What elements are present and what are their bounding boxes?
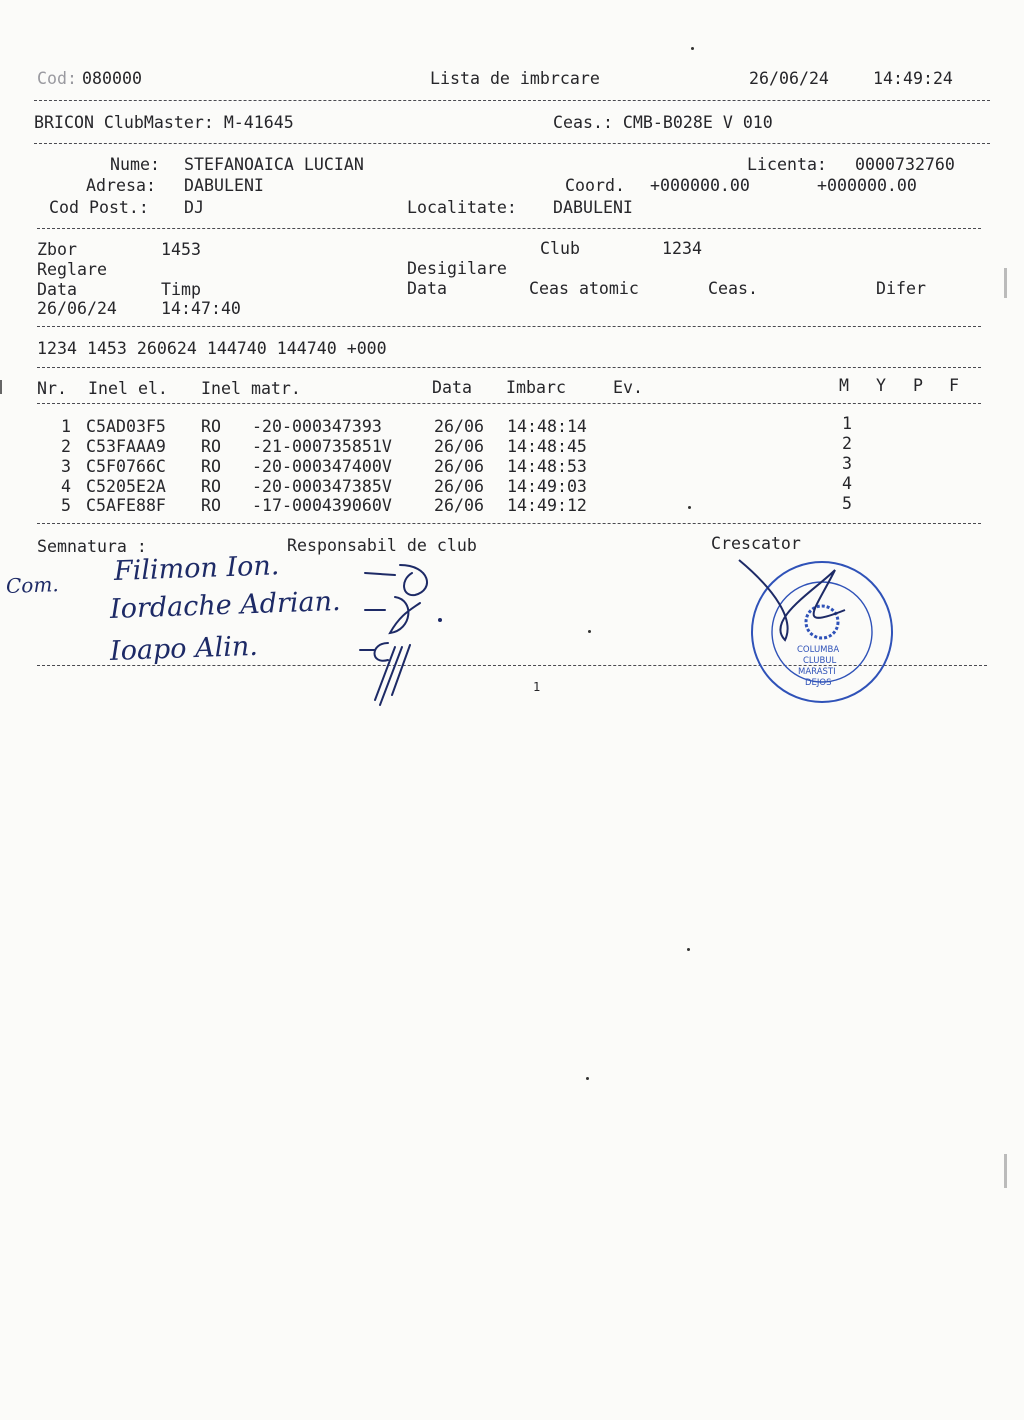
handwritten-signatory: Iordache Adrian. (109, 585, 342, 625)
address-label: Adresa: (86, 176, 156, 195)
row-date: 26/06 (434, 496, 484, 515)
row-inel-el: C5AFE88F (86, 496, 166, 515)
row-m: 3 (842, 454, 852, 473)
row-nr: 5 (61, 496, 71, 515)
row-time: 14:48:45 (507, 437, 587, 456)
col-header-inel-matr: Inel matr. (201, 379, 301, 398)
row-inel-matr: -20-000347400V (252, 457, 392, 476)
col-header-ev: Ev. (613, 378, 643, 397)
coord-y: +000000.00 (817, 176, 917, 195)
row-m: 2 (842, 434, 852, 453)
stamp-text: MARASTI (798, 667, 836, 677)
club-label: Club (540, 239, 580, 258)
divider (37, 523, 981, 524)
divider (37, 326, 981, 327)
col-header-imbarc: Imbarc (506, 378, 566, 397)
data-label: Data (37, 280, 77, 299)
club-value: 1234 (662, 239, 702, 258)
row-date: 26/06 (434, 477, 484, 496)
row-date: 26/06 (434, 437, 484, 456)
stamp-text: CLUBUL (803, 656, 837, 666)
stamp-text: COLUMBA (797, 645, 840, 655)
row-country: RO (201, 477, 221, 496)
header-time: 14:49:24 (873, 69, 953, 88)
desigilare-label: Desigilare (407, 259, 507, 278)
responsible-label: Responsabil de club (287, 536, 477, 555)
col-header-data: Data (432, 378, 472, 397)
row-inel-el: C5F0766C (86, 457, 166, 476)
handwritten-initials (340, 555, 460, 715)
zbor-value: 1453 (161, 240, 201, 259)
coord-label: Coord. (565, 176, 625, 195)
code-value: 080000 (82, 69, 142, 88)
row-nr: 2 (61, 437, 71, 456)
row-inel-el: C5205E2A (86, 477, 166, 496)
ceas-atomic-label: Ceas atomic (529, 279, 639, 298)
reglare-time: 14:47:40 (161, 299, 241, 318)
license-number: 0000732760 (855, 155, 955, 174)
scan-speck (691, 47, 694, 50)
license-label: Licenta: (747, 155, 827, 174)
row-nr: 4 (61, 477, 71, 496)
timp-label: Timp (161, 280, 201, 299)
header-date: 26/06/24 (749, 69, 829, 88)
row-inel-el: C53FAAA9 (86, 437, 166, 456)
divider (37, 403, 981, 404)
row-inel-matr: -17-000439060V (252, 496, 392, 515)
postal-label: Cod Post.: (49, 198, 149, 217)
flight-code-line: 1234 1453 260624 144740 144740 +000 (37, 339, 387, 358)
name-label: Nume: (110, 155, 160, 174)
row-inel-matr: -20-000347385V (252, 477, 392, 496)
owner-address: DABULENI (184, 176, 264, 195)
locality-value: DABULENI (553, 198, 633, 217)
code-label: Cod: (37, 69, 77, 88)
scan-edge-mark (0, 380, 2, 394)
postal-code: DJ (184, 198, 204, 217)
row-time: 14:49:03 (507, 477, 587, 496)
coord-x: +000000.00 (650, 176, 750, 195)
row-inel-matr: -20-000347393 (252, 417, 382, 436)
reglare-date: 26/06/24 (37, 299, 117, 318)
breeder-signature (739, 560, 845, 640)
row-country: RO (201, 496, 221, 515)
row-m: 1 (842, 414, 852, 433)
desigilare-data-label: Data (407, 279, 447, 298)
difer-label: Difer (876, 279, 926, 298)
divider (37, 367, 981, 368)
row-m: 5 (842, 494, 852, 513)
row-time: 14:49:12 (507, 496, 587, 515)
document-title: Lista de imbrcare (430, 69, 600, 88)
row-inel-el: C5AD03F5 (86, 417, 166, 436)
col-header-m: M (839, 376, 849, 395)
clock-id: Ceas.: CMB-B028E V 010 (553, 113, 773, 132)
mark-dot (436, 616, 448, 628)
locality-label: Localitate: (407, 198, 517, 217)
reglare-label: Reglare (37, 260, 107, 279)
page-number: 1 (533, 680, 541, 694)
row-time: 14:48:53 (507, 457, 587, 476)
club-master-id: BRICON ClubMaster: M-41645 (34, 113, 294, 132)
row-country: RO (201, 457, 221, 476)
col-header-y: Y (876, 376, 886, 395)
signature-label: Semnatura : (37, 537, 147, 556)
scan-speck (687, 948, 690, 951)
col-header-inel-el: Inel el. (88, 379, 168, 398)
row-date: 26/06 (434, 417, 484, 436)
row-m: 4 (842, 474, 852, 493)
handwritten-signatory: Filimon Ion. (113, 550, 280, 587)
row-nr: 3 (61, 457, 71, 476)
scan-speck (586, 1077, 589, 1080)
scan-speck (588, 630, 591, 633)
row-date: 26/06 (434, 457, 484, 476)
col-header-p: P (913, 376, 923, 395)
scan-speck (688, 506, 691, 509)
row-inel-matr: -21-000735851V (252, 437, 392, 456)
zbor-label: Zbor (37, 240, 77, 259)
stamp-text: DEJOS (805, 678, 832, 688)
row-time: 14:48:14 (507, 417, 587, 436)
row-country: RO (201, 417, 221, 436)
breeder-label: Crescator (711, 534, 801, 553)
scan-edge-mark (1004, 1154, 1007, 1188)
row-nr: 1 (61, 417, 71, 436)
handwritten-signatory: Ioapo Alin. (109, 630, 259, 667)
stamp-seal (735, 550, 905, 720)
scan-edge-mark (1004, 268, 1007, 298)
divider (34, 143, 990, 144)
col-header-nr: Nr. (37, 379, 67, 398)
handwritten-com: Com. (5, 572, 60, 598)
divider (37, 228, 981, 229)
row-country: RO (201, 437, 221, 456)
col-header-f: F (949, 376, 959, 395)
divider (34, 100, 990, 101)
owner-name: STEFANOAICA LUCIAN (184, 155, 364, 174)
ceas-label: Ceas. (708, 279, 758, 298)
